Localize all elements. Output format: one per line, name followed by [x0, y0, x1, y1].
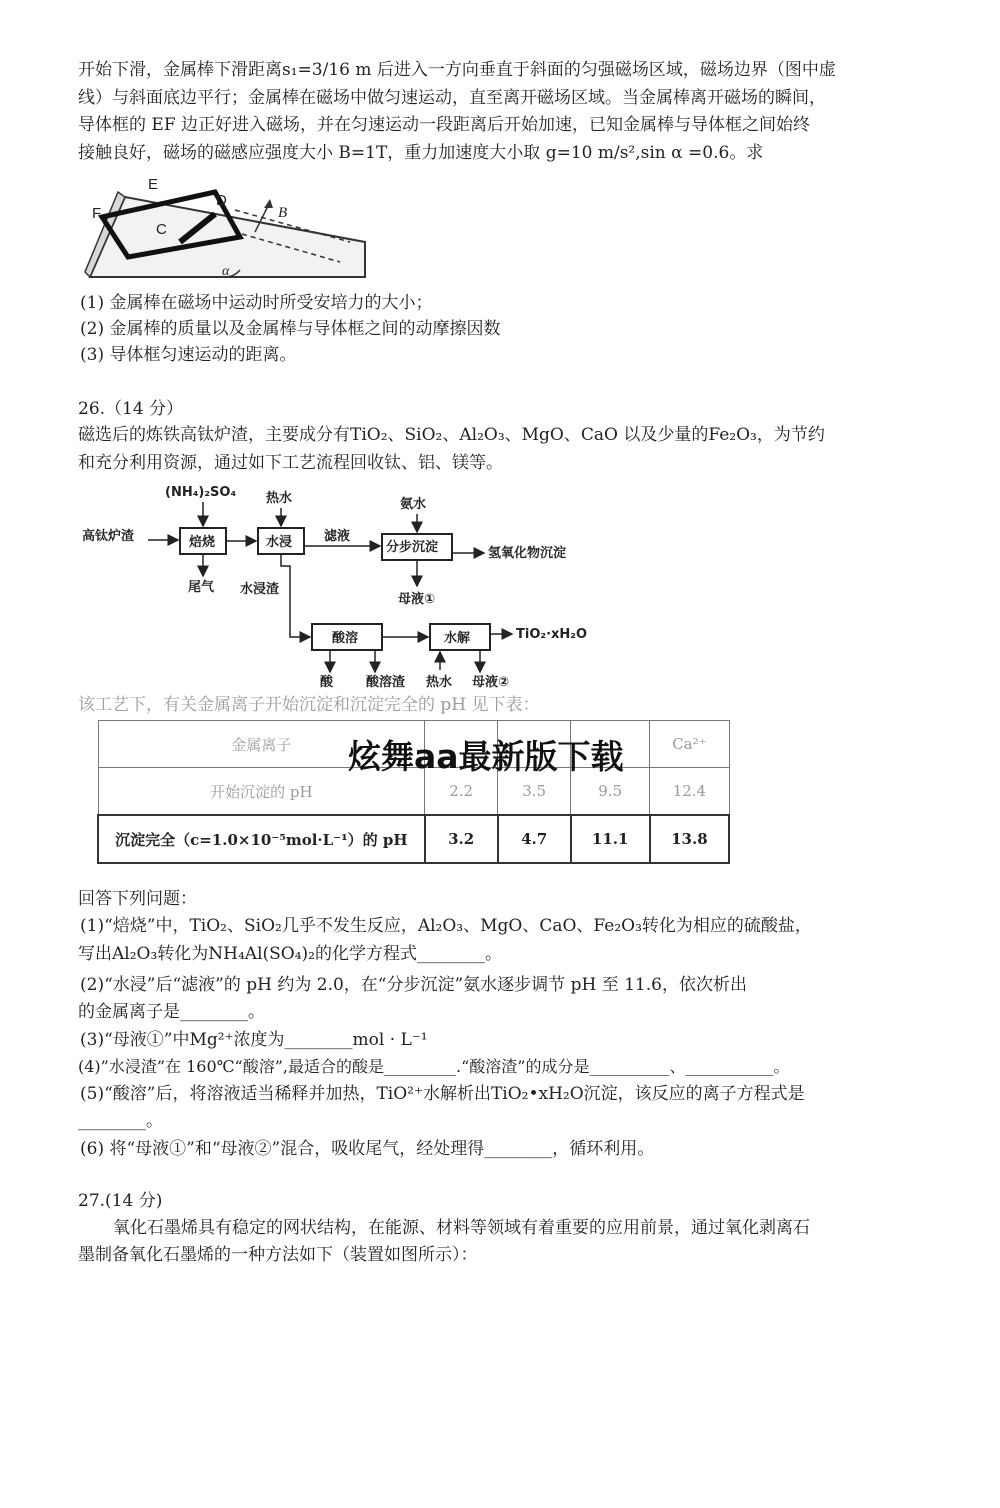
flow-filtrate: 滤液	[324, 529, 351, 544]
table-intro: 该工艺下，有关金属离子开始沉淀和沉淀完全的 pH 见下表：	[78, 695, 540, 715]
flow-box2-label: 水浸	[266, 535, 293, 550]
intro-line-2: 线）与斜面底边平行；金属棒在磁场中做匀速运动，直至离开磁场区域。当金属棒离开磁场的瞬间，	[78, 88, 826, 108]
flow-out1: 尾气	[188, 580, 215, 595]
label-b: B	[278, 205, 288, 221]
answer-header: 回答下列问题：	[78, 889, 197, 909]
row2-cell: 2.2	[425, 768, 498, 816]
label-d: D	[216, 192, 227, 209]
flow-mother2: 母液②	[472, 675, 510, 690]
row3-cell: 11.1	[571, 815, 650, 863]
question-line: (4)”水浸渣”在 160℃“酸溶”,最适合的酸是_________.“酸溶渣”的成分是__________、___________。	[78, 1057, 790, 1076]
flow-acid: 酸	[320, 675, 334, 690]
intro-line-4: 接触良好，磁场的磁感应强度大小 B=1T，重力加速度大小取 g=10 m/s²,sin α =0.6。求	[78, 143, 764, 163]
header-label: 金属离子	[98, 721, 425, 768]
q25-item-3: (3) 导体框匀速运动的距离。	[80, 345, 297, 365]
row2-label: 开始沉淀的 pH	[98, 768, 425, 816]
label-e: E	[148, 176, 159, 193]
incline-figure	[80, 172, 370, 287]
question-line: 的金属离子是________。	[78, 1002, 265, 1022]
question-line: ________。	[78, 1111, 163, 1131]
intro-line-1: 开始下滑，金属棒下滑距离s₁=3/16 m 后进入一方向垂直于斜面的匀强磁场区域，磁场边界（图中虚	[78, 60, 836, 80]
question-line: (1)“焙烧”中，TiO₂、SiO₂几乎不发生反应，Al₂O₃、MgO、CaO、Fe₂O₃转化为相应的硫酸盐，	[80, 916, 812, 936]
row3-cell: 13.8	[650, 815, 729, 863]
question-line: (6) 将“母液①”和“母液②”混合，吸收尾气，经处理得________，循环利用。	[80, 1139, 655, 1159]
flow-product3: 氢氧化物沉淀	[488, 546, 567, 561]
flow-product5: TiO₂·xH₂O	[516, 627, 588, 642]
watermark-text: 炫舞aa最新版下载	[348, 737, 624, 776]
q25-item-1: (1) 金属棒在磁场中运动时所受安培力的大小；	[80, 293, 433, 313]
flow-input: 高钛炉渣	[82, 529, 135, 544]
q26-line-1: 磁选后的炼铁高钛炉渣，主要成分有TiO₂、SiO₂、Al₂O₃、MgO、CaO 以及少量的Fe₂O₃，为节约	[78, 425, 825, 445]
row2-cell: 3.5	[498, 768, 571, 816]
row2-cell: 9.5	[571, 768, 650, 816]
row2-cell: 12.4	[650, 768, 729, 816]
label-f: F	[92, 205, 102, 222]
flow-reagent3: 氨水	[400, 497, 427, 512]
q26-header: 26.（14 分）	[78, 399, 184, 419]
q25-item-2: (2) 金属棒的质量以及金属棒与导体框之间的动摩擦因数	[80, 319, 501, 339]
flow-hot-water: 热水	[426, 675, 453, 690]
flow-box5-label: 水解	[444, 631, 471, 646]
flow-box3-label: 分步沉淀	[386, 540, 439, 555]
row3-cell: 4.7	[498, 815, 571, 863]
q27-line-1: 氧化石墨烯具有稳定的网状结构，在能源、材料等领域有着重要的应用前景，通过氧化剥离石	[113, 1218, 810, 1238]
flow-acid-residue: 酸溶渣	[366, 675, 406, 690]
intro-line-3: 导体框的 EF 边正好进入磁场，并在匀速运动一段距离后开始加速，已知金属棒与导体框之间始终	[78, 115, 811, 135]
flow-reagent1: (NH₄)₂SO₄	[165, 485, 237, 500]
q27-line-2: 墨制备氧化石墨烯的一种方法如下（装置如图所示）：	[78, 1245, 478, 1265]
label-alpha: α	[222, 264, 230, 279]
flow-residue: 水浸渣	[240, 582, 280, 597]
flow-mother1: 母液①	[398, 592, 436, 607]
row3-label: 沉淀完全（c=1.0×10⁻⁵mol·L⁻¹）的 pH	[98, 815, 425, 863]
q27-header: 27.(14 分)	[78, 1191, 163, 1211]
question-line: 写出Al₂O₃转化为NH₄Al(SO₄)₂的化学方程式________。	[78, 944, 502, 964]
question-line: (5)“酸溶”后，将溶液适当稀释并加热，TiO²⁺水解析出TiO₂•xH₂O沉淀，该反应的离子方程式是	[80, 1084, 805, 1104]
question-line: (2)“水浸”后“滤液”的 pH 约为 2.0，在“分步沉淀”氨水逐步调节 pH 至 11.6，依次析出	[80, 975, 747, 995]
question-line: (3)“母液①”中Mg²⁺浓度为________mol · L⁻¹	[80, 1030, 428, 1050]
label-c: C	[156, 221, 167, 238]
flow-box4-label: 酸溶	[332, 631, 359, 646]
flow-reagent2: 热水	[266, 491, 293, 506]
flow-box1-label: 焙烧	[189, 535, 216, 550]
header-ca: Ca²⁺	[650, 721, 729, 768]
q26-line-2: 和充分利用资源，通过如下工艺流程回收钛、铝、镁等。	[78, 453, 503, 473]
row3-cell: 3.2	[425, 815, 498, 863]
table-row-complete	[98, 815, 729, 863]
process-flowchart	[80, 478, 620, 693]
